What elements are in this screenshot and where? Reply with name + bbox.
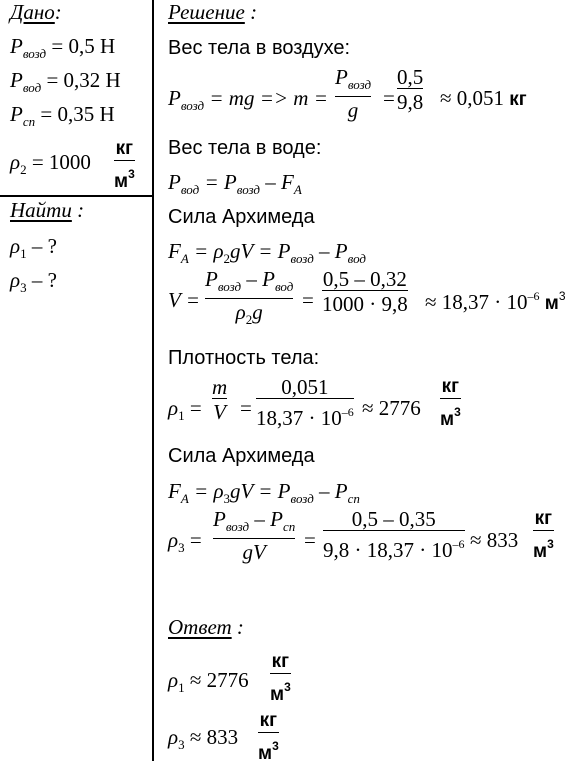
given-rho2: $\rho_2 = 1000$ [10, 150, 91, 177]
equation-rho3-eq: = [304, 528, 316, 552]
equation-volume-result: ≈ $18,37 \cdot 10^{-6}$ $м^3$ [425, 289, 566, 314]
answer-heading: Ответ : [168, 615, 244, 639]
equation-rho3-fraction-1: $P_{возд} - P_{сп}$ gV [213, 507, 296, 564]
answer-rho3-unit: кг $м^3$ [258, 710, 279, 764]
water-weight-label: Вес тела в воде: [168, 137, 322, 159]
vertical-divider [152, 0, 154, 761]
equation-mass-fraction-1: $P_{возд}$ g [335, 65, 372, 122]
air-weight-label: Вес тела в воздухе: [168, 37, 351, 59]
given-divider [0, 195, 153, 197]
find-heading: Найти : [10, 198, 85, 222]
density-label: Плотность тела: [168, 347, 320, 369]
equation-density-result: ≈ 2776 [362, 396, 421, 420]
find-rho3: $\rho_3$ – ? [10, 268, 57, 295]
equation-density: $\rho_1$ = [168, 396, 202, 423]
archimedes-label-2: Сила Архимеда [168, 445, 315, 467]
equation-volume-fraction-1: $P_{возд} - P_{вод}$ $\rho_2g$ [205, 268, 293, 331]
equation-volume: V = [168, 288, 200, 312]
equation-rho3-fraction-2: $\frac{0,5 - 0,35}{9,8 \cdot 18,37 \cdot 10^{-6}}$ [323, 507, 465, 562]
equation-archimedes-2: $F_A = \rho_3gV = P_{возд} - P_{сп}$ [168, 479, 360, 506]
solution-heading: Решение : [168, 0, 258, 24]
equation-density-eq: = [240, 396, 252, 420]
equation-rho3: $\rho_3$ = [168, 528, 202, 555]
equation-density-fraction-2: $\frac{0,051}{18,37 \cdot 10^{-6}}$ [256, 375, 354, 430]
equation-water-weight: $P_{вод} = P_{возд} - F_A$ [168, 170, 302, 197]
answer-rho1-unit: кг $м^3$ [270, 651, 291, 705]
equation-density-fraction-1: $\frac{m}{V}$ [212, 375, 228, 424]
equation-rho3-result: ≈ 833 [470, 528, 519, 552]
equation-mass-result: ≈ 0,051 кг [440, 86, 527, 110]
equation-volume-fraction-2: $\frac{0,5 - 0,32}{1000 \cdot 9,8}$ [322, 267, 408, 316]
equation-density-unit: кг $м^3$ [440, 376, 461, 430]
given-p-air: $P_{возд} = 0,5$ Н [10, 34, 116, 61]
given-heading: Дано: [10, 0, 62, 24]
equation-archimedes-1: $F_A = \rho_2gV = P_{возд} - P_{вод}$ [168, 239, 366, 266]
answer-rho1: $\rho_1 \approx 2776$ [168, 668, 249, 695]
equation-volume-eq: = [302, 288, 314, 312]
equation-mass-fraction-2: $\frac{0,5}{9,8}$ [397, 65, 424, 114]
equation-rho3-unit: кг $м^3$ [533, 508, 554, 562]
equation-mass-eq: = [383, 86, 395, 110]
equation-mass: $P_{возд}$ = mg => m = [168, 86, 328, 113]
answer-rho3: $\rho_3 \approx 833$ [168, 725, 239, 752]
find-rho1: $\rho_1$ – ? [10, 234, 57, 261]
given-p-water: $P_{вод} = 0,32$ Н [10, 68, 121, 95]
given-rho2-unit: кг $м^3$ [114, 138, 135, 192]
given-p-alcohol: $P_{сп} = 0,35$ Н [10, 102, 115, 129]
archimedes-label-1: Сила Архимеда [168, 206, 315, 228]
